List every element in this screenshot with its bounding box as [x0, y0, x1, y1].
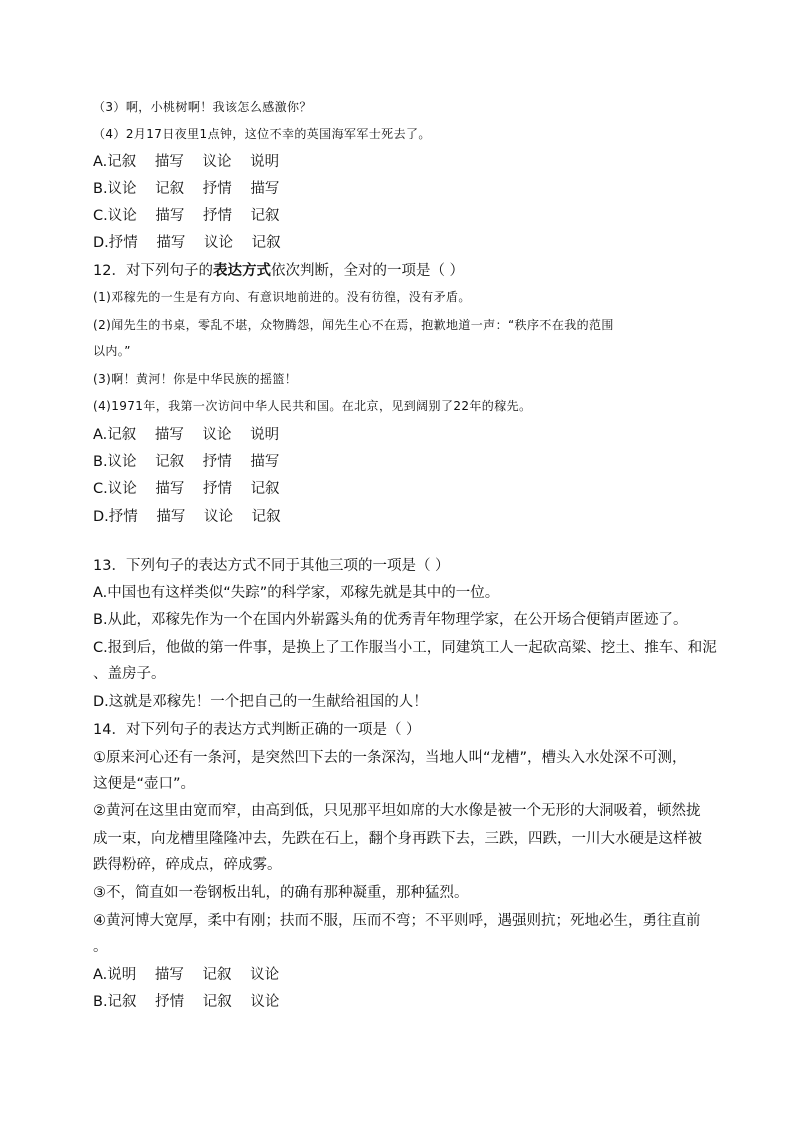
- q12-sentence-1: (1)邓稼先的一生是有方向、有意识地前进的。没有彷徨，没有矛盾。: [93, 290, 471, 304]
- option-text: 抒情: [202, 208, 232, 224]
- option-text: 说明: [250, 154, 280, 170]
- q13-option-d: D.这就是邓稼先！一个把自己的一生献给祖国的人！: [93, 694, 428, 710]
- q14-sentence-2: ②黄河在这里由宽而窄，由高到低，只见那平坦如席的大水像是被一个无形的大洞吸着，顿然拢: [93, 803, 701, 819]
- option-a: [93, 150, 279, 171]
- q12-sentence-4: (4)1971年，我第一次访问中华人民共和国。在北京，见到阔别了22年的稼先。: [93, 399, 532, 413]
- option-text: B.记叙: [93, 994, 137, 1010]
- q14-sentence-4: ④黄河博大宽厚，柔中有刚；扶而不服，压而不弯；不平则呼，遇强则抗；死地必生，勇往直前: [93, 913, 701, 929]
- option-text: B.议论: [93, 181, 137, 197]
- q13-option-c: C.报到后，他做的第一件事，是换上了工作服当小工，同建筑工人一起砍高粱、挖土、推车、和泥: [93, 640, 717, 656]
- q13-option-a: A.中国也有这样类似“失踪”的科学家，邓稼先就是其中的一位。: [93, 585, 500, 601]
- option-text: 记叙: [155, 454, 185, 470]
- option-text: A.记叙: [93, 154, 137, 170]
- option-text: 描写: [154, 967, 184, 983]
- q12-sentence-2: (2)闻先生的书桌，零乱不堪，众物腾怨，闻先生心不在焉，抱歉地道一声：“秩序不在我的范围: [93, 318, 614, 332]
- q14-option-b: [93, 990, 279, 1011]
- q12-option-c: [93, 477, 280, 498]
- q14-sentence-4-cont: 。: [93, 939, 108, 955]
- q13-option-c-cont: 、盖房子。: [93, 666, 166, 682]
- option-text: 抒情: [155, 994, 185, 1010]
- option-text: 记叙: [250, 481, 280, 497]
- option-text: 描写: [250, 181, 280, 197]
- option-text: 描写: [154, 427, 184, 443]
- q12-option-d: [93, 505, 281, 526]
- stem-text: 12．对下列句子的: [93, 263, 213, 279]
- option-text: 议论: [204, 509, 233, 525]
- option-c: [93, 204, 280, 225]
- q14-option-a: [93, 963, 279, 984]
- question-12-stem: [93, 259, 464, 280]
- option-text: 记叙: [251, 235, 281, 251]
- option-text: 记叙: [250, 208, 280, 224]
- option-text: 议论: [202, 427, 232, 443]
- option-text: 说明: [250, 427, 280, 443]
- option-text: 记叙: [202, 994, 232, 1010]
- option-text: 议论: [204, 235, 233, 251]
- option-text: 描写: [155, 208, 185, 224]
- option-text: 抒情: [202, 454, 232, 470]
- q12-sentence-2-cont: 以内。”: [93, 344, 131, 358]
- q14-sentence-3: ③不，简直如一卷钢板出轧，的确有那种凝重，那种猛烈。: [93, 885, 469, 901]
- q12-sentence-3: (3)啊！黄河！你是中华民族的摇篮！: [93, 372, 298, 386]
- question-13-stem: 13．下列句子的表达方式不同于其他三项的一项是（ ）: [93, 558, 450, 574]
- option-d: [93, 231, 281, 252]
- option-text: A.说明: [93, 967, 137, 983]
- option-text: 抒情: [202, 181, 232, 197]
- stem-keyword: 表达方式: [212, 263, 271, 279]
- q13-option-b: B.从此，邓稼先作为一个在国内外崭露头角的优秀青年物理学家，在公开场合便销声匿迹了。: [93, 612, 688, 628]
- option-text: 议论: [202, 154, 232, 170]
- option-text: 记叙: [155, 181, 185, 197]
- option-text: A.记叙: [93, 427, 137, 443]
- option-text: 记叙: [251, 509, 281, 525]
- option-text: 记叙: [202, 967, 232, 983]
- option-text: 描写: [156, 235, 186, 251]
- sentence-4: （4）2月17日夜里1点钟，这位不幸的英国海军军士死去了。: [93, 127, 431, 141]
- stem-text: 依次判断，全对的一项是（ ）: [270, 263, 465, 279]
- q14-sentence-1-cont: 这便是“壶口”。: [93, 776, 196, 792]
- q14-sentence-2-cont: 成一束，向龙槽里隆隆冲去，先跌在石上，翻个身再跌下去，三跌，四跌，一川大水硬是这样被: [93, 831, 702, 847]
- sentence-3: （3）啊，小桃树啊！我该怎么感激你？: [93, 100, 312, 114]
- option-text: D.抒情: [93, 235, 138, 251]
- option-text: C.议论: [93, 208, 137, 224]
- option-text: B.议论: [93, 454, 137, 470]
- q14-sentence-1: ①原来河心还有一条河，是突然凹下去的一条深沟，当地人叫“龙槽”，槽头入水处深不可测，: [93, 750, 687, 766]
- option-text: D.抒情: [93, 509, 138, 525]
- option-text: 议论: [250, 967, 280, 983]
- option-text: 描写: [154, 154, 184, 170]
- option-text: 抒情: [202, 481, 232, 497]
- option-text: 描写: [156, 509, 186, 525]
- question-14-stem: 14．对下列句子的表达方式判断正确的一项是（ ）: [93, 722, 421, 738]
- option-text: C.议论: [93, 481, 137, 497]
- option-text: 描写: [155, 481, 185, 497]
- q14-sentence-2-cont2: 跌得粉碎，碎成点，碎成雾。: [93, 857, 282, 873]
- option-b: [93, 177, 279, 198]
- q12-option-b: [93, 450, 279, 471]
- q12-option-a: [93, 423, 279, 444]
- option-text: 描写: [250, 454, 280, 470]
- option-text: 议论: [250, 994, 280, 1010]
